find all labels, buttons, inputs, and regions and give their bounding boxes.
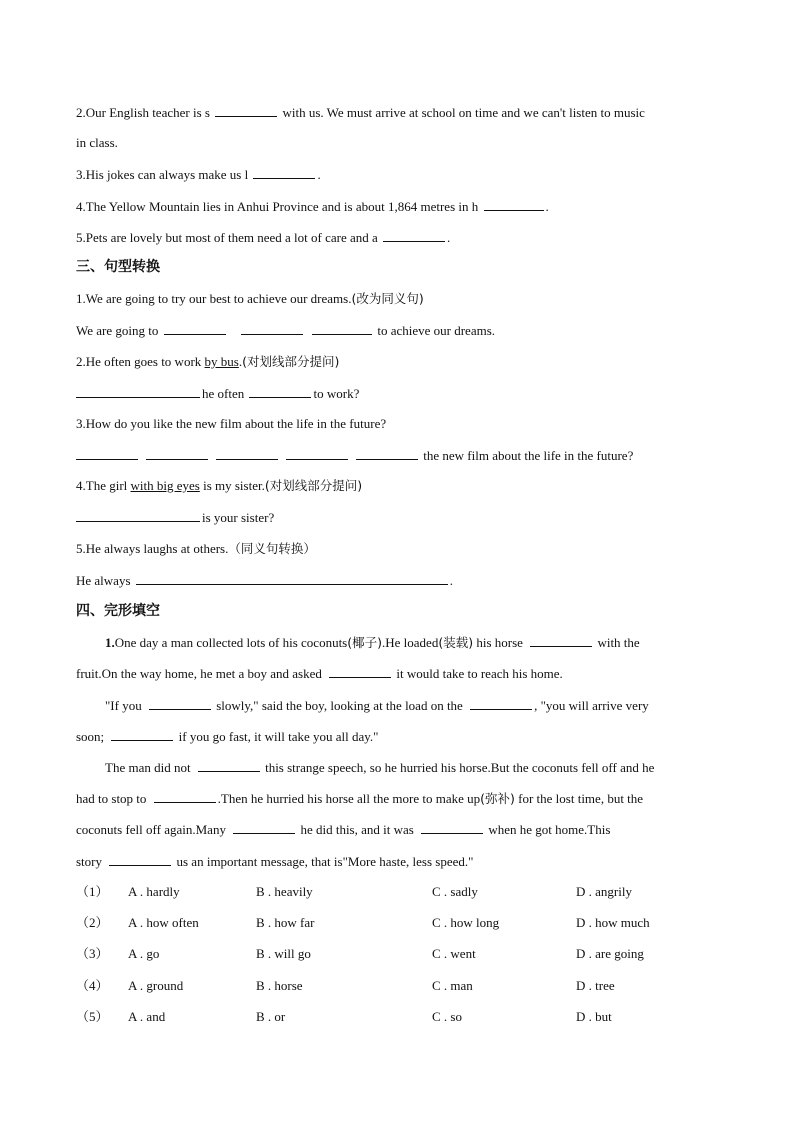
s3-q4-answer <box>76 508 718 527</box>
s3-q5-answer <box>76 571 718 590</box>
cloze-text: .He loaded <box>382 635 439 650</box>
cloze-text: it would take to reach his home. <box>396 666 563 681</box>
s2-q5 <box>76 228 718 247</box>
s2-q4-text-b: . <box>545 199 549 214</box>
option-a[interactable]: A . ground <box>128 978 184 993</box>
option-a[interactable]: A . and <box>128 1009 166 1024</box>
s2-q3-text-b: . <box>317 167 321 182</box>
cloze-line-1 <box>105 633 718 652</box>
option-b[interactable]: B . how far <box>256 915 315 930</box>
answer-blank[interactable] <box>241 321 303 335</box>
cloze-text: if you go fast, it will take you all day." <box>178 729 379 744</box>
s2-q5-text-b: . <box>447 230 451 245</box>
cloze-line-4 <box>76 727 718 746</box>
s2-q5-text-a: 5.Pets are lovely but most of them need a lot of care and a <box>76 230 378 245</box>
option-number: （5） <box>76 1009 109 1024</box>
s3-q5-note: （同义句转换） <box>228 541 316 556</box>
option-c[interactable]: C . sadly <box>432 884 478 899</box>
answer-blank[interactable] <box>286 446 348 460</box>
cloze-text: this strange speech, so he hurried his horse.But the coconuts fell off and he <box>265 760 655 775</box>
cloze-line-6 <box>76 789 718 808</box>
s3-q2-prompt-a: 2.He often goes to work <box>76 354 205 369</box>
cloze-number: 1. <box>105 635 115 650</box>
s2-q2-text-b: with us. We must arrive at school on time and we can't listen to music <box>282 105 645 120</box>
cloze-line-2 <box>76 664 718 683</box>
answer-blank[interactable] <box>383 228 445 242</box>
option-c[interactable]: C . how long <box>432 915 500 930</box>
cloze-text: his horse <box>473 635 523 650</box>
cloze-text: story <box>76 854 102 869</box>
option-number: （1） <box>76 884 109 899</box>
s3-q1-prompt <box>76 290 718 308</box>
answer-blank[interactable] <box>253 165 315 179</box>
option-c[interactable]: C . man <box>432 978 473 993</box>
cloze-text: The man did not <box>105 760 191 775</box>
s3-q4-prompt-a: 4.The girl <box>76 478 131 493</box>
s2-q2-line2 <box>76 134 718 152</box>
s3-q4-prompt-b: is my sister. <box>199 478 265 493</box>
answer-blank[interactable] <box>356 446 418 460</box>
section-heading-4: 四、完形填空 <box>76 603 160 619</box>
cloze-text: soon; <box>76 729 105 744</box>
cloze-gloss: (椰子) <box>347 635 383 650</box>
s3-q3-prompt <box>76 415 718 433</box>
option-a[interactable]: A . how often <box>128 915 199 930</box>
option-number: （2） <box>76 915 109 930</box>
s3-q2-underlined: by bus <box>204 354 239 369</box>
option-b[interactable]: B . or <box>256 1009 286 1024</box>
cloze-text: .Then he hurried his horse all the more to make up <box>217 791 481 806</box>
s2-q2-line1 <box>76 103 718 122</box>
cloze-line-3 <box>105 696 718 715</box>
s3-q2-prompt <box>76 353 718 371</box>
answer-blank[interactable] <box>164 321 226 335</box>
answer-blank[interactable] <box>249 384 311 398</box>
option-b[interactable]: B . will go <box>256 946 311 961</box>
cloze-text: One day a man collected lots of his coconuts <box>114 635 348 650</box>
cloze-gloss: (弥补) <box>480 791 515 806</box>
cloze-blank-2[interactable] <box>329 664 391 678</box>
s3-q2-prompt-b: . <box>238 354 243 369</box>
answer-blank[interactable] <box>216 446 278 460</box>
s3-q1-answer <box>76 321 718 340</box>
cloze-blank-7[interactable] <box>154 789 216 803</box>
cloze-text: fruit.On the way home, he met a boy and asked <box>76 666 322 681</box>
s3-q2-answer-b: to work? <box>313 386 360 401</box>
s3-q3-answer-a: the new film about the life in the future? <box>423 448 634 463</box>
answer-blank[interactable] <box>312 321 372 335</box>
s3-q4-prompt <box>76 477 718 495</box>
option-d[interactable]: D . how much <box>576 915 650 930</box>
option-number: （4） <box>76 978 109 993</box>
cloze-blank-3[interactable] <box>149 696 211 710</box>
s3-q4-underlined: with big eyes <box>130 478 200 493</box>
option-b[interactable]: B . heavily <box>256 884 313 899</box>
s3-q1-prompt-text: 1.We are going to try our best to achieve our dreams. <box>76 291 352 306</box>
cloze-blank-6[interactable] <box>198 758 260 772</box>
answer-blank[interactable] <box>215 103 277 117</box>
s3-q1-answer-a: We are going to <box>76 323 159 338</box>
option-d[interactable]: D . tree <box>576 978 615 993</box>
answer-blank[interactable] <box>146 446 208 460</box>
s2-q2-text-a: 2.Our English teacher is s <box>76 105 210 120</box>
cloze-blank-8[interactable] <box>233 820 295 834</box>
s3-q2-answer <box>76 384 718 403</box>
answer-blank[interactable] <box>76 508 200 522</box>
option-c[interactable]: C . went <box>432 946 476 961</box>
s2-q4-text-a: 4.The Yellow Mountain lies in Anhui Province and is about 1,864 metres in h <box>76 199 479 214</box>
s3-q5-prompt-text: 5.He always laughs at others. <box>76 541 229 556</box>
s3-q1-note: (改为同义句) <box>351 291 424 306</box>
s3-q4-note: (对划线部分提问) <box>264 478 363 493</box>
cloze-line-8 <box>76 852 718 871</box>
answer-blank[interactable] <box>76 384 200 398</box>
s3-q5-prompt <box>76 540 718 558</box>
cloze-blank-10[interactable] <box>109 852 171 866</box>
cloze-text: , "you will arrive very <box>534 698 649 713</box>
cloze-blank-4[interactable] <box>470 696 532 710</box>
cloze-text: he did this, and it was <box>300 822 414 837</box>
option-d[interactable]: D . are going <box>576 946 644 961</box>
s2-q3 <box>76 165 718 184</box>
s3-q1-answer-b: to achieve our dreams. <box>377 323 496 338</box>
cloze-text: when he got home.This <box>488 822 611 837</box>
cloze-line-5 <box>105 758 718 777</box>
s2-q2-text-c: in class. <box>76 135 118 150</box>
s3-q4-answer-a: is your sister? <box>202 510 275 525</box>
answer-blank[interactable] <box>484 197 544 211</box>
cloze-blank-5[interactable] <box>111 727 173 741</box>
option-d[interactable]: D . angrily <box>576 884 632 899</box>
cloze-blank-1[interactable] <box>530 633 592 647</box>
s2-q3-text-a: 3.His jokes can always make us l <box>76 167 249 182</box>
option-a[interactable]: A . hardly <box>128 884 180 899</box>
cloze-gloss: (装载) <box>438 635 474 650</box>
s2-q4 <box>76 197 718 216</box>
cloze-text: with the <box>597 635 640 650</box>
option-a[interactable]: A . go <box>128 946 160 961</box>
option-c[interactable]: C . so <box>432 1009 462 1024</box>
option-b[interactable]: B . horse <box>256 978 303 993</box>
answer-blank[interactable] <box>136 571 448 585</box>
s3-q3-prompt-text: 3.How do you like the new film about the life in the future? <box>76 416 387 431</box>
cloze-text: coconuts fell off again.Many <box>76 822 226 837</box>
cloze-text: us an important message, that is"More haste, less speed." <box>176 854 474 869</box>
s3-q2-answer-a: he often <box>202 386 245 401</box>
cloze-text: "If you <box>105 698 142 713</box>
s3-q5-answer-b: . <box>449 573 454 588</box>
cloze-text: slowly," said the boy, looking at the load on the <box>216 698 463 713</box>
s3-q3-answer <box>76 446 718 465</box>
s3-q5-answer-a: He always <box>76 573 131 588</box>
section-heading-3: 三、句型转换 <box>76 259 160 275</box>
cloze-text: had to stop to <box>76 791 147 806</box>
s3-q2-note: (对划线部分提问) <box>242 354 340 369</box>
option-d[interactable]: D . but <box>576 1009 612 1024</box>
cloze-line-7 <box>76 820 718 839</box>
option-number: （3） <box>76 946 109 961</box>
cloze-text: for the lost time, but the <box>514 791 644 806</box>
answer-blank[interactable] <box>76 446 138 460</box>
cloze-blank-9[interactable] <box>421 820 483 834</box>
